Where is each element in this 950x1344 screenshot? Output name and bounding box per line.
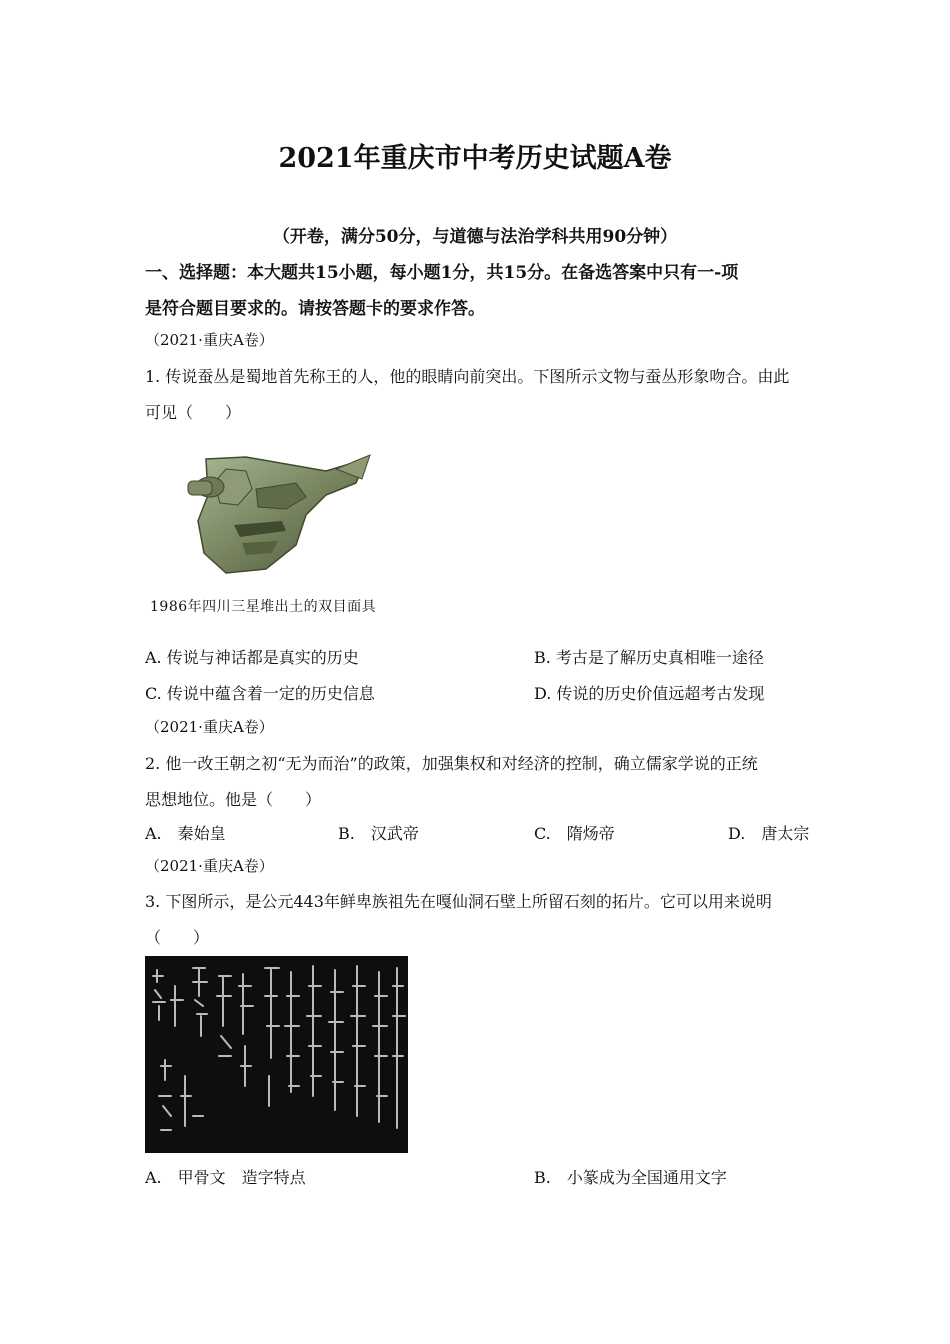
- question-1-option-d: D. 传说的历史价值远超考古发现: [534, 684, 765, 703]
- question-2-stem-line-2: 思想地位。他是（ ）: [145, 790, 322, 809]
- question-3-stem-line-1: 3. 下图所示，是公元443年鲜卑族祖先在嘎仙洞石壁上所留石刻的拓片。它可以用来说明: [145, 892, 772, 911]
- page-title: 2021年重庆市中考历史试题A卷: [278, 143, 672, 174]
- stone-inscription-rubbing-image: [145, 956, 408, 1153]
- question-1-stem-line-2: 可见（ ）: [145, 403, 242, 422]
- question-2-stem-line-1: 2. 他一改王朝之初“无为而治”的政策，加强集权和对经济的控制，确立儒家学说的正统: [145, 754, 758, 773]
- question-2-option-a: A. 秦始皇: [145, 824, 226, 843]
- question-2-option-c: C. 隋炀帝: [534, 824, 615, 843]
- question-3-stem-line-2: （ ）: [145, 928, 210, 947]
- question-1-option-a: A. 传说与神话都是真实的历史: [145, 648, 359, 667]
- bronze-mask-image: [186, 449, 378, 577]
- question-3-option-b: B. 小篆成为全国通用文字: [534, 1168, 727, 1187]
- question-3-option-a: A. 甲骨文 造字特点: [145, 1168, 306, 1187]
- section-heading-line-1: 一、选择题：本大题共15小题，每小题1分，共15分。在备选答案中只有一-项: [145, 263, 739, 283]
- figure-caption-mask: 1986年四川三星堆出土的双目面具: [150, 599, 377, 615]
- question-2-option-b: B. 汉武帝: [338, 824, 419, 843]
- question-1-option-c: C. 传说中蕴含着一定的历史信息: [145, 684, 375, 703]
- question-1-option-b: B. 考古是了解历史真相唯一途径: [534, 648, 764, 667]
- question-2-option-d: D. 唐太宗: [728, 824, 810, 843]
- question-3-source: （2021·重庆A卷）: [145, 857, 274, 875]
- question-1-source: （2021·重庆A卷）: [145, 331, 274, 349]
- question-1-stem-line-1: 1. 传说蚕丛是蜀地首先称王的人，他的眼睛向前突出。下图所示文物与蚕丛形象吻合。由此: [145, 367, 790, 386]
- exam-subtitle: （开卷，满分50分，与道德与法治学科共用90分钟）: [272, 227, 678, 247]
- section-heading-line-2: 是符合题目要求的。请按答题卡的要求作答。: [145, 299, 485, 319]
- rubbing-texture: [145, 956, 408, 1153]
- question-2-source: （2021·重庆A卷）: [145, 718, 274, 736]
